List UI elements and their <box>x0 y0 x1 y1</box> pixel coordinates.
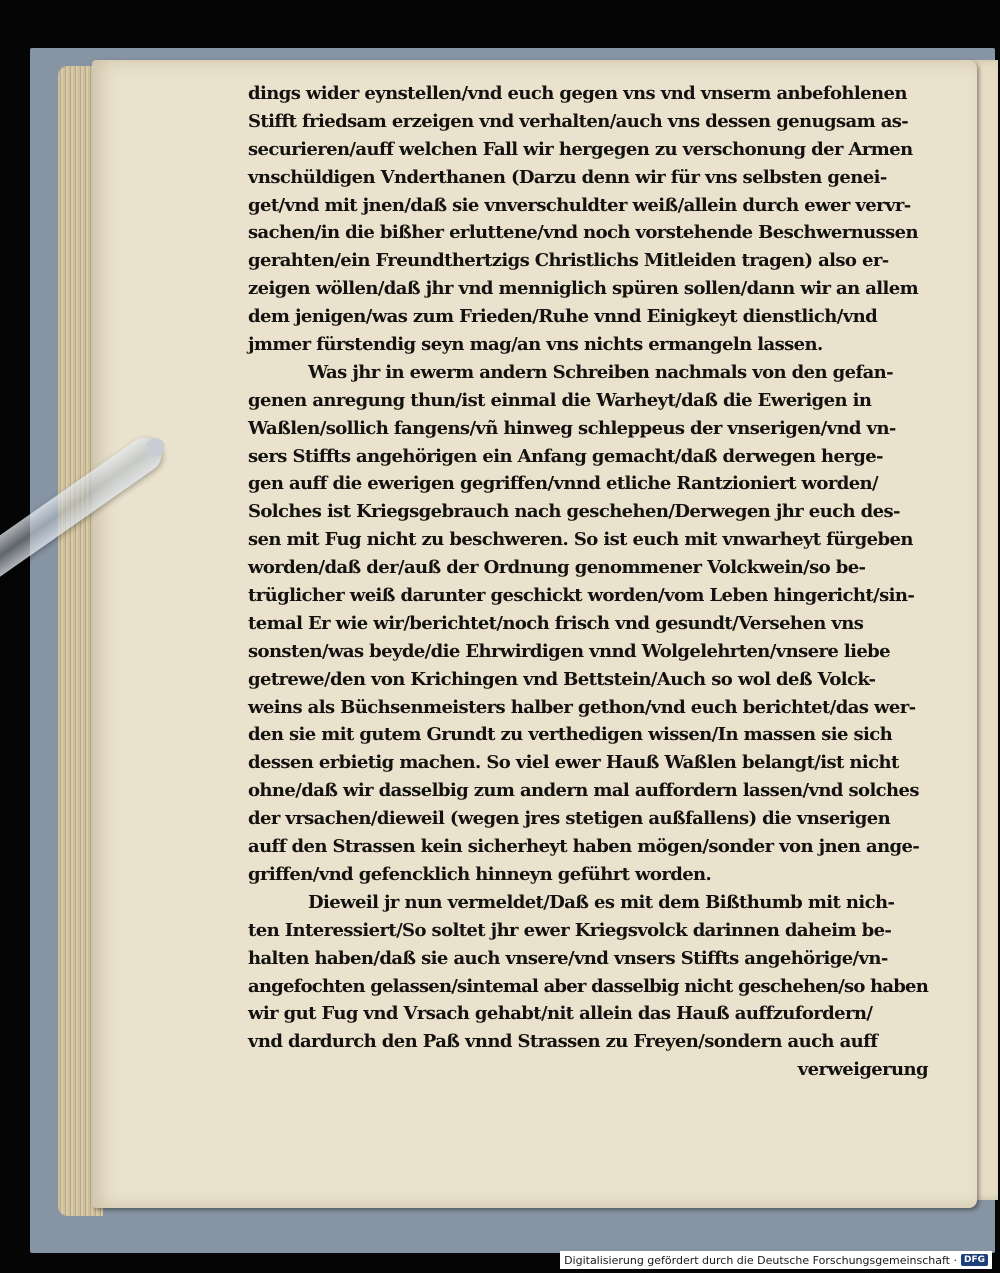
text-line: worden/daß der/auß der Ordnung genommener Volckwein/so be- <box>248 557 866 579</box>
footer-credit <box>560 1251 992 1269</box>
text-line: dings wider eynstellen/vnd euch gegen vns vnd vnserm anbefohlenen <box>248 83 907 104</box>
text-line: vnschüldigen Vnderthanen (Darzu denn wir für vns selbsten genei- <box>248 166 887 188</box>
text-line: temal Er wie wir/berichtet/noch frisch vnd gesundt/Versehen vns <box>248 612 864 634</box>
paragraph-start-line: Dieweil jr nun vermeldet/Daß es mit dem Bißthumb mit nich- <box>308 891 895 913</box>
text-line: jmmer fürstendig seyn mag/an vns nichts ermangeln lassen. <box>248 334 823 356</box>
footer-credit-text: Digitalisierung gefördert durch die Deutsche Forschungsgemeinschaft · <box>564 1253 957 1267</box>
text-line: gen auff die ewerigen gegriffen/vnnd etliche Rantzioniert worden/ <box>248 473 879 495</box>
text-line: griffen/vnd gefencklich hinneyn geführt worden. <box>248 863 712 885</box>
text-line: auff den Strassen kein sicherheyt haben mögen/sonder von jnen ange- <box>248 836 920 858</box>
text-line: zeigen wöllen/daß jhr vnd menniglich spüren sollen/dann wir an allem <box>248 278 919 300</box>
text-line: gerahten/ein Freundthertzigs Christlichs Mitleiden tragen) also er- <box>248 250 889 272</box>
text-line: sachen/in die bißher erluttene/vnd noch vorstehende Beschwernussen <box>248 222 918 244</box>
text-line: Waßlen/sollich fangens/vñ hinweg schleppeus der vnserigen/vnd vn- <box>248 417 896 439</box>
text-line: sen mit Fug nicht zu beschweren. So ist euch mit vnwarheyt fürgeben <box>248 529 913 551</box>
text-line: Solches ist Kriegsgebrauch nach geschehen/Derwegen jhr euch des- <box>248 501 900 523</box>
dfg-logo: DFG <box>961 1254 988 1266</box>
text-line: sonsten/was beyde/die Ehrwirdigen vnnd Wolgelehrten/vnsere liebe <box>248 640 891 662</box>
page-text <box>248 80 928 1084</box>
text-line: ten Interessiert/So soltet jhr ewer Kriegsvolck darinnen daheim be- <box>248 919 892 941</box>
paragraph-start-line: Was jhr in ewerm andern Schreiben nachmals von den gefan- <box>308 361 894 383</box>
text-line: weins als Büchsenmeisters halber gethon/vnd euch berichtet/das wer- <box>248 696 916 718</box>
text-line: trüglicher weiß darunter geschickt worden/vom Leben hingericht/sin- <box>248 585 915 607</box>
text-line: halten haben/daß sie auch vnsere/vnd vnsers Stiffts angehörige/vn- <box>248 947 888 969</box>
text-line: sers Stiffts angehörigen ein Anfang gemacht/daß derwegen herge- <box>248 445 883 467</box>
text-line: ohne/daß wir dasselbig zum andern mal auffordern lassen/vnd solches <box>248 780 919 802</box>
text-line: genen anregung thun/ist einmal die Warheyt/daß die Ewerigen in <box>248 389 872 411</box>
text-line: dem jenigen/was zum Frieden/Ruhe vnnd Einigkeyt dienstlich/vnd <box>248 306 878 328</box>
text-line: dessen erbietig machen. So viel ewer Hauß Waßlen belangt/ist nicht <box>248 752 899 774</box>
text-line: angefochten gelassen/sintemal aber dasselbig nicht geschehen/so haben <box>248 975 928 997</box>
text-line: get/vnd mit jnen/daß sie vnverschuldter weiß/allein durch ewer vervr- <box>248 194 911 216</box>
text-line: getrewe/den von Krichingen vnd Bettstein/Auch so wol deß Volck- <box>248 668 876 690</box>
text-line: wir gut Fug vnd Vrsach gehabt/nit allein das Hauß auffzufordern/ <box>248 1003 873 1025</box>
text-line: Stifft friedsam erzeigen vnd verhalten/auch vns dessen genugsam as- <box>248 110 909 132</box>
catchword: verweigerung <box>797 1059 928 1081</box>
text-line: den sie mit gutem Grundt zu verthedigen wissen/In massen sie sich <box>248 724 893 746</box>
text-line: vnd dardurch den Paß vnnd Strassen zu Freyen/sondern auch auff <box>248 1031 878 1053</box>
text-line: securieren/auff welchen Fall wir hergegen zu verschonung der Armen <box>248 138 913 160</box>
text-line: der vrsachen/dieweil (wegen jres stetigen außfallens) die vnserigen <box>248 808 891 830</box>
